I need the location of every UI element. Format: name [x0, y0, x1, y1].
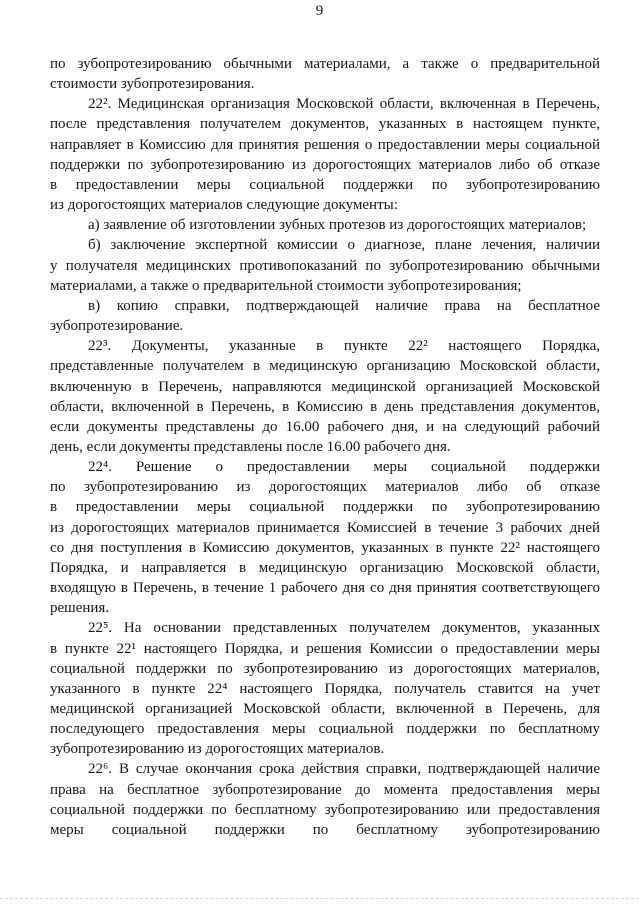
text-line: социальной поддержки по зубопротезированию из дорогостоящих материалов, [50, 660, 600, 677]
text-line: представленные получателем в медицинскую организацию Московской области, [50, 358, 600, 375]
text-line: поддержки по зубопротезированию из дорогостоящих материалов либо об отказе [50, 156, 600, 173]
text-line: если документы представлены до 16.00 рабочего дня, и на следующий рабочий [50, 418, 600, 435]
list-item-b: б) заключение экспертной комиссии о диагнозе, плане лечения, наличии [88, 237, 600, 254]
text-line: области, включенной в Перечень, в Комиссию в день представления документов, [50, 398, 600, 415]
text-line: Порядка, и направляется в медицинскую организацию Московской области, [50, 559, 600, 576]
text-line: социальной поддержки по бесплатному зубопротезированию или предоставления [50, 801, 600, 818]
text-line: направляет в Комиссию для принятия решения о предоставлении меры социальной [50, 136, 600, 153]
text-line: права на бесплатное зубопротезирование до момента предоставления меры [50, 781, 600, 798]
paragraph-start-line: 22⁵. На основании представленных получателем документов, указанных [88, 620, 600, 637]
text-line: стоимости зубопротезирования. [50, 76, 255, 93]
text-line: медицинской организацией Московской области, включенной в Перечень, для [50, 701, 600, 717]
text-line: по зубопротезированию обычными материалами, а также о предварительной [50, 56, 600, 72]
text-line: у получателя медицинских противопоказаний по зубопротезированию обычными [50, 257, 600, 274]
page-number: 9 [315, 3, 324, 19]
text-line: со дня поступления в Комиссию документов, указанных в пункте 22² настоящего [50, 539, 600, 556]
paragraph-start-line: 22². Медицинская организация Московской области, включенная в Перечень, [88, 96, 600, 113]
text-line: из дорогостоящих материалов принимается Комиссией в течение 3 рабочих дней [50, 519, 600, 536]
paragraph-start-line: 22⁴. Решение о предоставлении меры социальной поддержки [88, 459, 600, 476]
text-line: зубопротезированию из дорогостоящих материалов. [50, 741, 385, 758]
scan-edge-divider [0, 898, 639, 899]
text-line: материалами, а также о предварительной стоимости зубопротезирования; [50, 277, 522, 294]
text-line: по зубопротезированию из дорогостоящих материалов либо об отказе [50, 479, 600, 496]
text-line: входящую в Перечень, в течение 1 рабочего дня со дня принятия соответствующего [50, 580, 600, 597]
text-line: в предоставлении меры социальной поддержки по зубопротезированию [50, 176, 600, 193]
text-line: указанного в пункте 22⁴ настоящего Порядка, получатель ставится на учет [50, 680, 600, 697]
text-line: день, если документы представлены после 16.00 рабочего дня. [50, 438, 451, 455]
text-line: зубопротезирование. [50, 318, 184, 335]
text-line: включенную в Перечень, направляются медицинской организацией Московской [50, 378, 600, 395]
text-line: в предоставлении меры социальной поддержки по зубопротезированию [50, 499, 600, 516]
paragraph-start-line: 22³. Документы, указанные в пункте 22² настоящего Порядка, [88, 338, 600, 355]
text-line: последующего предоставления меры социальной поддержки по бесплатному [50, 721, 600, 738]
text-line: после представления получателем документов, указанных в настоящем пункте, [50, 116, 600, 133]
text-line: решения. [50, 600, 110, 617]
document-body [50, 54, 600, 840]
text-line: меры социальной поддержки по бесплатному зубопротезированию [50, 821, 600, 838]
paragraph-start-line: 22⁶. В случае окончания срока действия справки, подтверждающей наличие [88, 761, 600, 778]
list-item-a: а) заявление об изготовлении зубных протезов из дорогостоящих материалов; [88, 217, 587, 234]
list-item-c: в) копию справки, подтверждающей наличие права на бесплатное [88, 297, 600, 314]
text-line: из дорогостоящих материалов следующие документы: [50, 197, 398, 214]
text-line: в пункте 22¹ настоящего Порядка, и решения Комиссии о предоставлении меры [50, 640, 600, 657]
